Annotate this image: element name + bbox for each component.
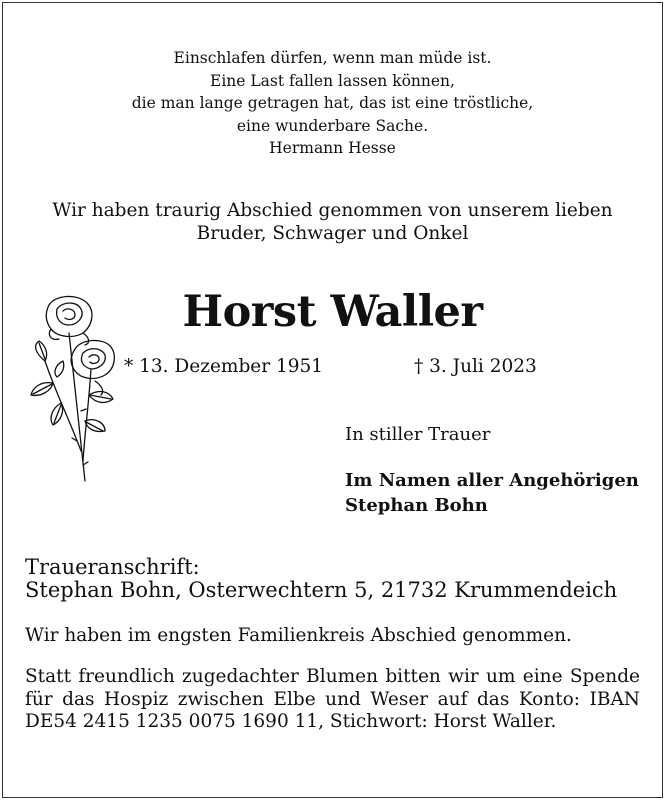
- intro-line: Bruder, Schwager und Onkel: [196, 223, 469, 244]
- deceased-name: Horst Waller: [182, 287, 483, 337]
- donation-text: Statt freundlich zugedachter Blumen bitten wir um eine Spende für das Hospiz zwischen Elbe und Weser auf das Konto: IBAN DE54 2415 1235 0075 1690 11, Stichwort: Horst Waller.: [25, 666, 640, 732]
- death-date: † 3. Juli 2023: [414, 356, 537, 377]
- obituary-notice: [2, 2, 663, 798]
- poem-line: Einschlafen dürfen, wenn man müde ist.: [173, 49, 492, 67]
- grief-text: In stiller Trauer: [345, 424, 491, 445]
- birth-date: * 13. Dezember 1951: [124, 356, 324, 377]
- private-notice: Wir haben im engsten Familienkreis Abschied genommen.: [25, 625, 572, 646]
- poem-line: die man lange getragen hat, das ist eine tröstliche,: [131, 94, 534, 112]
- mourners-name: Stephan Bohn: [345, 495, 488, 516]
- intro-line: Wir haben traurig Abschied genommen von unserem lieben: [52, 200, 613, 221]
- address-text: Stephan Bohn, Osterwechtern 5, 21732 Krummendeich: [25, 578, 618, 602]
- mourners-signature: [345, 468, 639, 518]
- poem-line: Eine Last fallen lassen können,: [210, 71, 455, 90]
- poem: [3, 47, 662, 160]
- poem-line: eine wunderbare Sache.: [236, 116, 429, 135]
- address-title: Traueranschrift:: [25, 555, 200, 579]
- intro-text: [3, 199, 662, 245]
- poem-author: Hermann Hesse: [269, 139, 396, 157]
- mourners-line: Im Namen aller Angehörigen: [345, 470, 639, 491]
